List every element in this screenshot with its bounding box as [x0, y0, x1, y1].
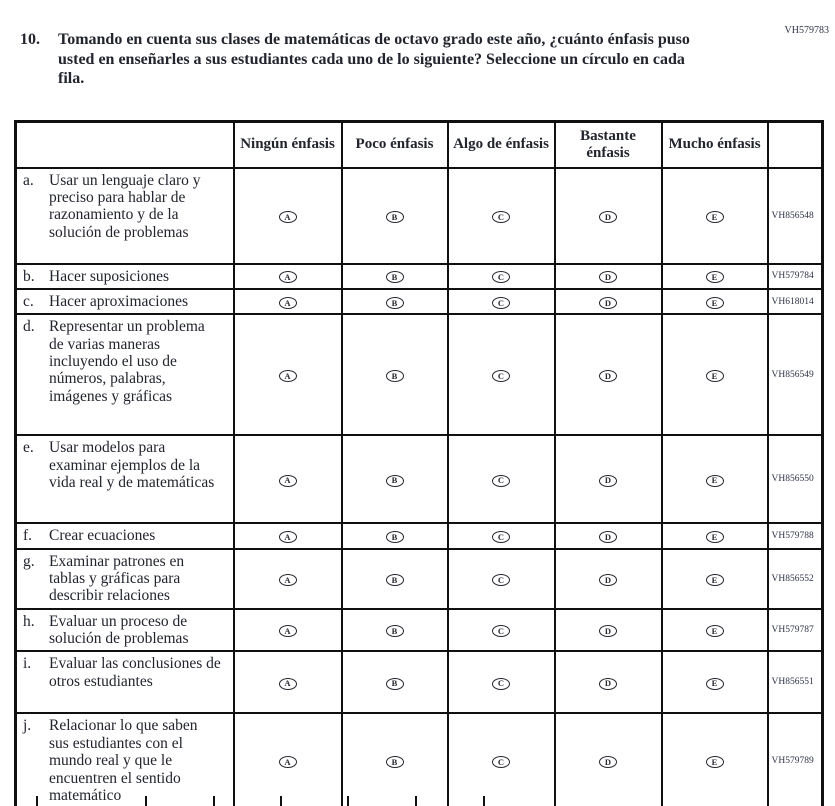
table-row-d	[16, 314, 823, 435]
next-table-border-stub	[213, 796, 215, 806]
option-cell-mucho-enfasis	[662, 435, 768, 523]
option-cell-ningun-enfasis	[234, 435, 342, 523]
row-stem	[16, 168, 234, 264]
row-letter: g.	[23, 552, 35, 570]
answer-oval-E[interactable]: E	[706, 271, 724, 283]
option-cell-ningun-enfasis	[234, 289, 342, 314]
row-code: VH856549	[768, 314, 823, 435]
option-cell-poco-enfasis	[342, 549, 448, 609]
row-text: Examinar patrones en tablas y gráficas para describir relaciones	[49, 552, 185, 605]
option-cell-algo-de-enfasis	[448, 264, 555, 289]
row-code: VH579787	[768, 609, 823, 652]
table-row-a	[16, 168, 823, 264]
answer-oval-C[interactable]: C	[492, 475, 510, 487]
row-stem	[16, 609, 234, 652]
answer-oval-A[interactable]: A	[279, 211, 297, 223]
option-cell-algo-de-enfasis	[448, 168, 555, 264]
option-cell-algo-de-enfasis	[448, 713, 555, 806]
option-cell-mucho-enfasis	[662, 168, 768, 264]
answer-oval-D[interactable]: D	[599, 211, 617, 223]
row-stem	[16, 713, 234, 806]
option-cell-poco-enfasis	[342, 289, 448, 314]
row-text: Usar modelos para examinar ejemplos de la vida real y de matemáticas	[49, 439, 215, 491]
row-text: Hacer aproximaciones	[49, 292, 189, 310]
answer-oval-D[interactable]: D	[599, 370, 617, 382]
row-code: VH579788	[768, 523, 823, 548]
row-text: Usar un lenguaje claro y preciso para hablar de razonamiento y de la solución de problemas	[49, 171, 201, 241]
option-cell-poco-enfasis	[342, 609, 448, 652]
answer-oval-D[interactable]: D	[599, 475, 617, 487]
option-cell-mucho-enfasis	[662, 713, 768, 806]
table-row-i	[16, 651, 823, 713]
response-matrix-table	[14, 120, 824, 806]
row-stem	[16, 549, 234, 609]
answer-oval-C[interactable]: C	[492, 370, 510, 382]
column-header-algo-de-enfasis: Algo de énfasis	[448, 121, 555, 168]
answer-oval-A[interactable]: A	[279, 271, 297, 283]
option-cell-algo-de-enfasis	[448, 651, 555, 713]
option-cell-poco-enfasis	[342, 168, 448, 264]
option-cell-mucho-enfasis	[662, 264, 768, 289]
answer-oval-B[interactable]: B	[386, 756, 404, 768]
answer-oval-D[interactable]: D	[599, 531, 617, 543]
answer-oval-B[interactable]: B	[386, 211, 404, 223]
option-cell-bastante-enfasis	[555, 264, 662, 289]
next-table-border-stub	[415, 796, 417, 806]
table-row-h	[16, 609, 823, 652]
row-stem	[16, 264, 234, 289]
row-letter: c.	[23, 292, 34, 310]
row-stem	[16, 314, 234, 435]
option-cell-mucho-enfasis	[662, 523, 768, 548]
row-stem	[16, 435, 234, 523]
option-cell-bastante-enfasis	[555, 713, 662, 806]
answer-oval-B[interactable]: B	[386, 475, 404, 487]
code-column-header	[768, 121, 823, 168]
next-table-border-stub	[145, 796, 147, 806]
table-row-f	[16, 523, 823, 548]
row-code: VH579784	[768, 264, 823, 289]
option-cell-mucho-enfasis	[662, 609, 768, 652]
row-text: Evaluar las conclusiones de otros estudiantes	[49, 655, 221, 690]
option-cell-bastante-enfasis	[555, 609, 662, 652]
row-text: Hacer suposiciones	[49, 267, 170, 285]
row-letter: a.	[23, 171, 34, 189]
option-cell-algo-de-enfasis	[448, 549, 555, 609]
answer-oval-E[interactable]: E	[706, 574, 724, 586]
option-cell-algo-de-enfasis	[448, 609, 555, 652]
table-row-j	[16, 713, 823, 806]
option-cell-poco-enfasis	[342, 435, 448, 523]
option-cell-ningun-enfasis	[234, 609, 342, 652]
row-letter: f.	[23, 527, 33, 545]
question-number: 10.	[20, 31, 40, 48]
option-cell-poco-enfasis	[342, 713, 448, 806]
next-table-border-stub	[36, 796, 38, 806]
matrix-header	[16, 121, 823, 168]
option-cell-poco-enfasis	[342, 651, 448, 713]
answer-oval-E[interactable]: E	[706, 678, 724, 690]
table-row-e	[16, 435, 823, 523]
option-cell-ningun-enfasis	[234, 264, 342, 289]
answer-oval-E[interactable]: E	[706, 370, 724, 382]
answer-oval-C[interactable]: C	[492, 211, 510, 223]
option-cell-ningun-enfasis	[234, 168, 342, 264]
question-text: Tomando en cuenta sus clases de matemáticas de octavo grado este año, ¿cuánto énfasis puso usted en enseñarles a sus estudiantes cada uno de lo siguiente? Seleccione un círculo en cada fila.	[58, 31, 690, 88]
answer-oval-A[interactable]: A	[279, 531, 297, 543]
answer-oval-E[interactable]: E	[706, 531, 724, 543]
answer-oval-D[interactable]: D	[599, 678, 617, 690]
row-code: VH856551	[768, 651, 823, 713]
answer-oval-A[interactable]: A	[279, 475, 297, 487]
row-code: VH856548	[768, 168, 823, 264]
answer-oval-A[interactable]: A	[279, 370, 297, 382]
matrix-body	[16, 168, 823, 806]
question-code: VH579783	[784, 25, 829, 36]
column-header-bastante-enfasis: Bastante énfasis	[555, 121, 662, 168]
next-table-border-stub	[483, 796, 485, 806]
next-table-border-stub	[280, 796, 282, 806]
answer-oval-D[interactable]: D	[599, 756, 617, 768]
option-cell-ningun-enfasis	[234, 549, 342, 609]
row-code: VH856552	[768, 549, 823, 609]
option-cell-ningun-enfasis	[234, 713, 342, 806]
option-cell-poco-enfasis	[342, 314, 448, 435]
option-cell-algo-de-enfasis	[448, 523, 555, 548]
option-cell-bastante-enfasis	[555, 314, 662, 435]
option-cell-algo-de-enfasis	[448, 435, 555, 523]
answer-oval-B[interactable]: B	[386, 678, 404, 690]
answer-oval-B[interactable]: B	[386, 574, 404, 586]
answer-oval-E[interactable]: E	[706, 297, 724, 309]
answer-oval-A[interactable]: A	[279, 678, 297, 690]
row-code: VH618014	[768, 289, 823, 314]
option-cell-ningun-enfasis	[234, 523, 342, 548]
option-cell-mucho-enfasis	[662, 651, 768, 713]
next-table-cropped-edge	[0, 796, 835, 806]
row-letter: i.	[23, 655, 32, 673]
column-header-ningun-enfasis: Ningún énfasis	[234, 121, 342, 168]
answer-oval-E[interactable]: E	[706, 475, 724, 487]
table-row-c	[16, 289, 823, 314]
option-cell-mucho-enfasis	[662, 314, 768, 435]
row-text: Representar un problema de varias maneras incluyendo el uso de números, palabras, imágenes y gráficas	[49, 318, 205, 405]
answer-oval-D[interactable]: D	[599, 271, 617, 283]
option-cell-poco-enfasis	[342, 523, 448, 548]
answer-oval-E[interactable]: E	[706, 756, 724, 768]
question	[0, 0, 835, 89]
row-text: Relacionar lo que saben sus estudiantes con el mundo real y que le encuentren el sentido matemático	[49, 717, 198, 804]
row-letter: j.	[23, 717, 32, 735]
answer-oval-C[interactable]: C	[492, 297, 510, 309]
answer-oval-D[interactable]: D	[599, 625, 617, 637]
answer-oval-C[interactable]: C	[492, 574, 510, 586]
option-cell-poco-enfasis	[342, 264, 448, 289]
option-cell-bastante-enfasis	[555, 289, 662, 314]
option-cell-bastante-enfasis	[555, 651, 662, 713]
row-stem	[16, 289, 234, 314]
answer-oval-E[interactable]: E	[706, 625, 724, 637]
row-stem	[16, 523, 234, 548]
row-code: VH856550	[768, 435, 823, 523]
answer-oval-D[interactable]: D	[599, 297, 617, 309]
row-letter: d.	[23, 318, 35, 336]
table-row-b	[16, 264, 823, 289]
answer-oval-B[interactable]: B	[386, 625, 404, 637]
answer-oval-A[interactable]: A	[279, 297, 297, 309]
answer-oval-A[interactable]: A	[279, 756, 297, 768]
row-letter: e.	[23, 439, 34, 457]
row-text: Crear ecuaciones	[49, 527, 156, 545]
answer-oval-C[interactable]: C	[492, 625, 510, 637]
option-cell-mucho-enfasis	[662, 549, 768, 609]
column-header-mucho-enfasis: Mucho énfasis	[662, 121, 768, 168]
option-cell-ningun-enfasis	[234, 314, 342, 435]
next-table-border-stub	[347, 796, 349, 806]
answer-oval-A[interactable]: A	[279, 574, 297, 586]
answer-oval-C[interactable]: C	[492, 756, 510, 768]
option-cell-bastante-enfasis	[555, 523, 662, 548]
table-row-g	[16, 549, 823, 609]
answer-oval-B[interactable]: B	[386, 297, 404, 309]
answer-oval-A[interactable]: A	[279, 625, 297, 637]
answer-oval-C[interactable]: C	[492, 531, 510, 543]
row-stem	[16, 651, 234, 713]
row-letter: h.	[23, 612, 35, 630]
row-text: Evaluar un proceso de solución de problemas	[49, 612, 189, 648]
answer-oval-B[interactable]: B	[386, 370, 404, 382]
option-cell-bastante-enfasis	[555, 435, 662, 523]
stem-header-cell	[16, 121, 234, 168]
row-code: VH579789	[768, 713, 823, 806]
answer-oval-B[interactable]: B	[386, 531, 404, 543]
row-letter: b.	[23, 267, 35, 285]
answer-oval-C[interactable]: C	[492, 271, 510, 283]
option-cell-algo-de-enfasis	[448, 314, 555, 435]
answer-oval-C[interactable]: C	[492, 678, 510, 690]
answer-oval-D[interactable]: D	[599, 574, 617, 586]
column-header-poco-enfasis: Poco énfasis	[342, 121, 448, 168]
answer-oval-B[interactable]: B	[386, 271, 404, 283]
answer-oval-E[interactable]: E	[706, 211, 724, 223]
option-cell-ningun-enfasis	[234, 651, 342, 713]
option-cell-bastante-enfasis	[555, 549, 662, 609]
option-cell-mucho-enfasis	[662, 289, 768, 314]
option-cell-algo-de-enfasis	[448, 289, 555, 314]
option-cell-bastante-enfasis	[555, 168, 662, 264]
